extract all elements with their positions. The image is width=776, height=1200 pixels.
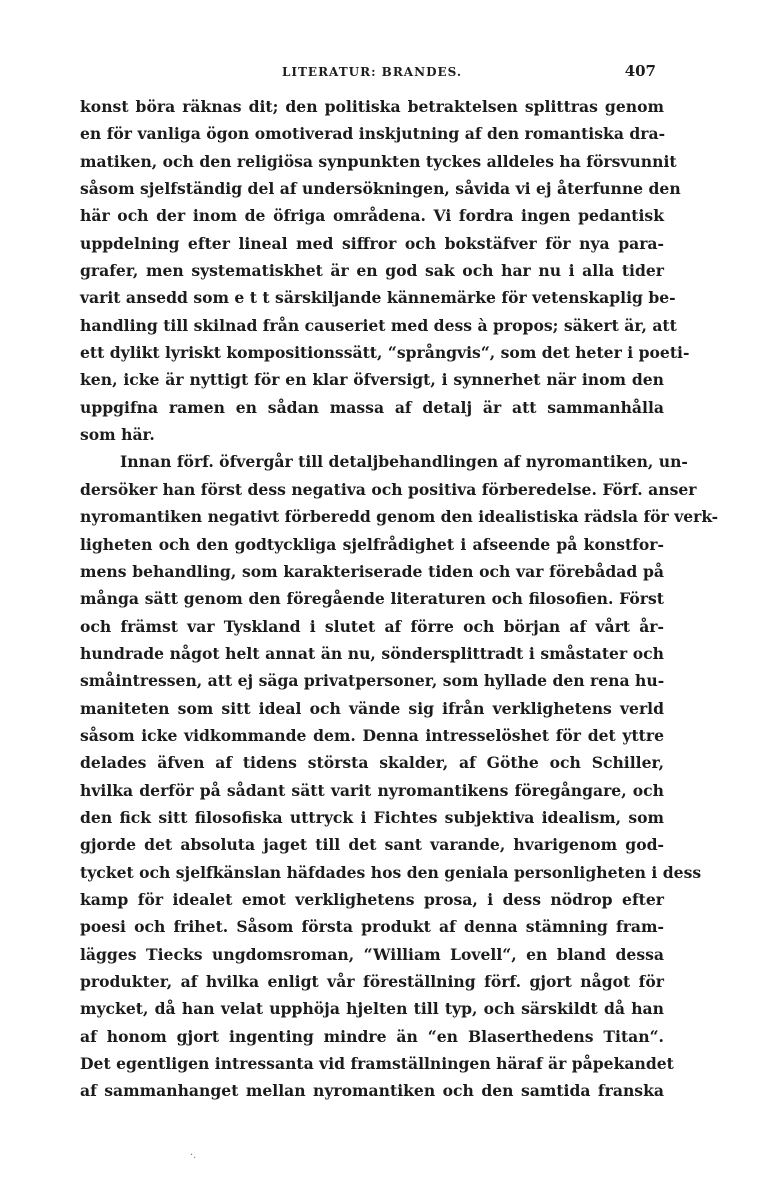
text-line: handling till skilnad från causeriet med dess à propos; säkert är, att	[80, 315, 677, 335]
print-speck: ·.	[190, 1150, 197, 1161]
text-line: mycket, då han velat upphöja hjelten till typ, och särskildt då han	[80, 999, 664, 1019]
text-line: hundrade något helt annat än nu, söndersplittradt i småstater och	[80, 643, 664, 663]
text-line: produkter, af hvilka enligt vår föreställning förf. gjort något för	[80, 972, 664, 991]
body-text	[80, 93, 719, 1105]
text-line: den fick sitt filosofiska uttryck i Fichtes subjektiva idealism, som	[80, 807, 664, 827]
text-line: nyromantiken negativt förberedd genom den idealistiska rädsla för verk-	[80, 507, 719, 527]
paragraph-end-line: som här.	[80, 425, 155, 445]
text-line: ken, icke är nyttigt för en klar öfversigt, i synnerhet när inom den	[80, 370, 664, 390]
text-line: varit ansedd som e t t särskiljande kännemärke för vetenskaplig be-	[80, 288, 676, 308]
page-number: 407	[624, 62, 656, 80]
text-line: grafer, men systematiskhet är en god sak och har nu i alla tider	[80, 261, 664, 281]
text-line: många sätt genom den föregående literaturen och filosofien. Först	[80, 589, 664, 609]
text-line: maniteten som sitt ideal och vände sig ifrån verklighetens verld	[80, 698, 664, 718]
text-line: såsom icke vidkommande dem. Denna intresselöshet för det yttre	[80, 725, 664, 745]
text-line: en för vanliga ögon omotiverad inskjutning af den romantiska dra-	[80, 124, 666, 144]
text-line: ligheten och den godtyckliga sjelfrådighet i afseende på konstfor-	[80, 534, 664, 554]
paragraph-start-line: Innan förf. öfvergår till detaljbehandlingen af nyromantiken, un-	[120, 452, 688, 472]
text-line: lägges Tiecks ungdomsroman, “William Lovell“, en bland dessa	[80, 944, 664, 964]
text-line: här och der inom de öfriga områdena. Vi fordra ingen pedantisk	[80, 206, 664, 226]
text-line: af sammanhanget mellan nyromantiken och den samtida franska	[80, 1081, 664, 1101]
text-line: konst böra räknas dit; den politiska betraktelsen splittras genom	[80, 97, 664, 116]
text-line: uppdelning efter lineal med siffror och bokstäfver för nya para-	[80, 233, 664, 253]
running-title: LITERATUR: BRANDES.	[281, 65, 463, 79]
text-line: mens behandling, som karakteriserade tiden och var förebådad på	[80, 561, 664, 581]
text-line: gjorde det absoluta jaget till det sant varande, hvarigenom god-	[80, 835, 664, 855]
text-line: hvilka derför på sådant sätt varit nyromantikens föregångare, och	[80, 780, 664, 800]
text-line: småintressen, att ej säga privatpersoner, som hyllade den rena hu-	[80, 671, 665, 691]
text-line: och främst var Tyskland i slutet af förre och början af vårt år-	[80, 616, 664, 636]
running-head	[80, 62, 664, 84]
text-line: kamp för idealet emot verklighetens prosa, i dess nödrop efter	[80, 889, 664, 909]
text-line: uppgifna ramen en sådan massa af detalj är att sammanhålla	[80, 397, 664, 417]
text-line: Det egentligen intressanta vid framställningen häraf är påpekandet	[80, 1054, 674, 1074]
text-line: tycket och sjelfkänslan häfdades hos den geniala personligheten i dess	[80, 862, 702, 882]
text-line: ett dylikt lyriskt kompositionssätt, “språngvis“, som det heter i poeti-	[80, 343, 690, 363]
text-line: af honom gjort ingenting mindre än “en Blaserthedens Titan“.	[80, 1026, 664, 1046]
text-line: såsom sjelfständig del af undersökningen, såvida vi ej återfunne den	[80, 179, 681, 199]
text-line: dersöker han först dess negativa och positiva förberedelse. Förf. anser	[80, 479, 697, 499]
text-line: delades äfven af tidens största skalder, af Göthe och Schiller,	[80, 753, 664, 773]
text-line: poesi och frihet. Såsom första produkt af denna stämning fram-	[80, 917, 664, 937]
text-line: matiken, och den religiösa synpunkten tyckes alldeles ha försvunnit	[80, 151, 677, 171]
